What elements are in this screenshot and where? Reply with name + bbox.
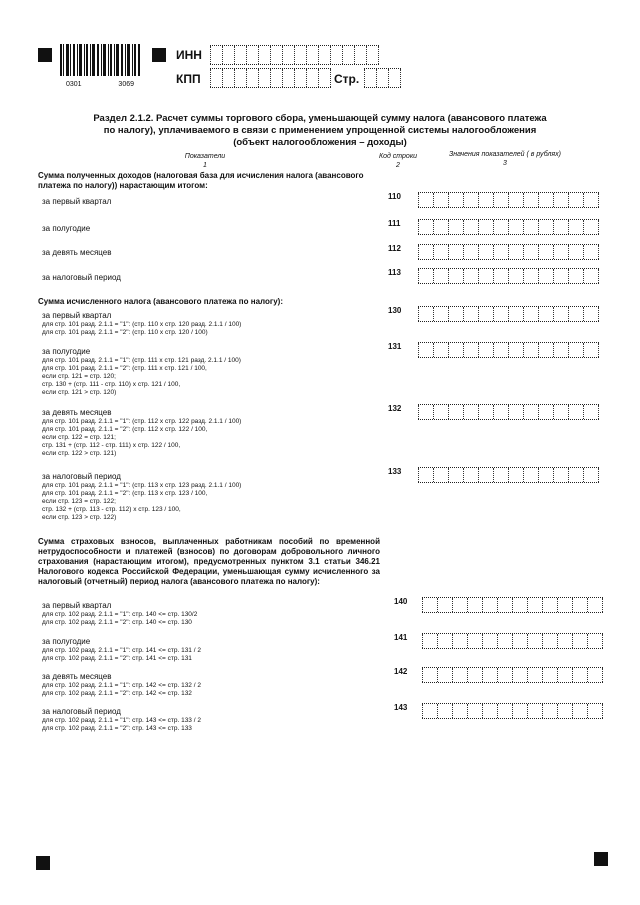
row-formula-143: для стр. 102 разд. 2.1.1 = "1": стр. 143 <= стр. 133 / 2 для стр. 102 разд. 2.1.1 = "2": стр. 143 <= стр. 133 bbox=[42, 717, 201, 732]
row-value-field-111[interactable] bbox=[418, 219, 599, 235]
row-label-141: за полугодие bbox=[42, 637, 91, 646]
column-3-number: 3 bbox=[503, 160, 507, 167]
row-label-130: за первый квартал bbox=[42, 311, 112, 320]
row-code-111: 111 bbox=[388, 219, 401, 228]
kpp-field[interactable] bbox=[210, 68, 331, 88]
registration-mark-top-left bbox=[38, 48, 52, 62]
row-label-140: за первый квартал bbox=[42, 601, 112, 610]
row-value-field-142[interactable] bbox=[422, 667, 603, 683]
row-code-112: 112 bbox=[388, 244, 401, 253]
row-label-133: за налоговый период bbox=[42, 472, 121, 481]
row-value-field-130[interactable] bbox=[418, 306, 599, 322]
row-label-131: за полугодие bbox=[42, 347, 91, 356]
row-formula-130: для стр. 101 разд. 2.1.1 = "1": (стр. 110 х стр. 120 разд. 2.1.1 / 100) для стр. 101 разд. 2.1.1 = "2": (стр. 110 х стр. 120 / 100) bbox=[42, 321, 242, 336]
section-title bbox=[40, 113, 600, 149]
row-value-field-143[interactable] bbox=[422, 703, 603, 719]
row-value-field-131[interactable] bbox=[418, 342, 599, 358]
row-formula-132: для стр. 101 разд. 2.1.1 = "1": (стр. 112 х стр. 122 разд. 2.1.1 / 100) для стр. 101 разд. 2.1.1 = "2": (стр. 112 х стр. 122 / 100, если стр. 122 = стр. 121; стр. 131 + (стр. 112 - стр. 111) х стр. 122 / 100, если стр. 122 > стр. 121) bbox=[42, 418, 242, 457]
row-formula-141: для стр. 102 разд. 2.1.1 = "1": стр. 141 <= стр. 131 / 2 для стр. 102 разд. 2.1.1 = "2": стр. 141 <= стр. 131 bbox=[42, 647, 201, 662]
column-2-number: 2 bbox=[396, 162, 400, 169]
section-insurance-heading: Сумма страховых взносов, выплаченных работникам пособий по временной нетрудоспособности и платежей (взносов) по договорам добровольного личного страхования (нарастающим итогом), предусмотренных пунктом 3.1 статьи 346.21 Налогового кодекса Российской Федерации, уменьшающая сумму исчисленного за налоговый (отчетный) период налога (авансового платежа по налогу): bbox=[38, 537, 380, 586]
section-tax-heading: Сумма исчисленного налога (авансового платежа по налогу): bbox=[38, 297, 283, 306]
inn-field[interactable] bbox=[210, 45, 379, 65]
barcode bbox=[60, 44, 140, 88]
inn-label: ИНН bbox=[176, 48, 202, 62]
row-code-141: 141 bbox=[394, 633, 408, 642]
column-1-name: Показатели bbox=[184, 153, 226, 160]
column-header-values bbox=[430, 150, 580, 168]
row-code-142: 142 bbox=[394, 667, 408, 676]
row-label-111: за полугодие bbox=[42, 224, 91, 233]
row-code-143: 143 bbox=[394, 703, 408, 712]
column-3-name: Значения показателей ( в рублях) bbox=[448, 151, 562, 158]
row-formula-140: для стр. 102 разд. 2.1.1 = "1": стр. 140 <= стр. 130/2 для стр. 102 разд. 2.1.1 = "2": стр. 140 <= стр. 130 bbox=[42, 611, 198, 626]
title-line-3: (объект налогообложения – доходы) bbox=[233, 137, 407, 148]
row-formula-142: для стр. 102 разд. 2.1.1 = "1": стр. 142 <= стр. 132 / 2 для стр. 102 разд. 2.1.1 = "2": стр. 142 <= стр. 132 bbox=[42, 682, 201, 697]
registration-mark-bottom-right bbox=[594, 852, 608, 866]
row-value-field-141[interactable] bbox=[422, 633, 603, 649]
row-value-field-132[interactable] bbox=[418, 404, 599, 420]
row-code-132: 132 bbox=[388, 404, 402, 413]
row-value-field-133[interactable] bbox=[418, 467, 599, 483]
row-code-110: 110 bbox=[388, 192, 401, 201]
row-label-112: за девять месяцев bbox=[42, 248, 112, 257]
barcode-number-left: 0301 bbox=[66, 81, 82, 88]
row-value-field-112[interactable] bbox=[418, 244, 599, 260]
row-code-133: 133 bbox=[388, 467, 402, 476]
row-label-110: за первый квартал bbox=[42, 197, 112, 206]
column-1-number: 1 bbox=[203, 162, 207, 169]
row-value-field-140[interactable] bbox=[422, 597, 603, 613]
column-header-indicators bbox=[150, 152, 260, 170]
row-code-140: 140 bbox=[394, 597, 408, 606]
page-label: Стр. bbox=[334, 72, 360, 86]
row-code-131: 131 bbox=[388, 342, 402, 351]
title-line-2: по налогу), уплачиваемого в связи с применением упрощенной системы налогообложения bbox=[103, 125, 537, 136]
kpp-label: КПП bbox=[176, 72, 201, 86]
row-formula-131: для стр. 101 разд. 2.1.1 = "1": (стр. 111 х стр. 121 разд. 2.1.1 / 100) для стр. 101 разд. 2.1.1 = "2": (стр. 111 х стр. 121 / 100, если стр. 121 = стр. 120; стр. 130 + (стр. 111 - стр. 110) х стр. 121 / 100, если стр. 121 > стр. 120) bbox=[42, 357, 241, 396]
row-code-130: 130 bbox=[388, 306, 402, 315]
barcode-bars bbox=[60, 44, 140, 76]
page-number-field[interactable] bbox=[364, 68, 401, 88]
registration-mark-bottom-left bbox=[36, 856, 50, 870]
row-value-field-113[interactable] bbox=[418, 268, 599, 284]
row-label-142: за девять месяцев bbox=[42, 672, 112, 681]
row-value-field-110[interactable] bbox=[418, 192, 599, 208]
row-formula-133: для стр. 101 разд. 2.1.1 = "1": (стр. 113 х стр. 123 разд. 2.1.1 / 100) для стр. 101 разд. 2.1.1 = "2": (стр. 113 х стр. 123 / 100, если стр. 123 = стр. 122; стр. 132 + (стр. 113 - стр. 112) х стр. 123 / 100, если стр. 123 > стр. 122) bbox=[42, 482, 242, 521]
row-label-143: за налоговый период bbox=[42, 707, 121, 716]
barcode-number-right: 3069 bbox=[118, 81, 134, 88]
title-line-1: Раздел 2.1.2. Расчет суммы торгового сбора, уменьшающей сумму налога (авансового платежа bbox=[93, 113, 547, 124]
row-code-113: 113 bbox=[388, 268, 401, 277]
row-label-113: за налоговый период bbox=[42, 273, 121, 282]
column-header-code bbox=[370, 152, 426, 170]
section-income-heading: Сумма полученных доходов (налоговая база для исчисления налога (авансового платежа по налогу)) нарастающим итогом: bbox=[38, 171, 364, 190]
row-label-132: за девять месяцев bbox=[42, 408, 112, 417]
registration-mark-top-right bbox=[152, 48, 166, 62]
column-2-name: Код строки bbox=[378, 153, 418, 160]
